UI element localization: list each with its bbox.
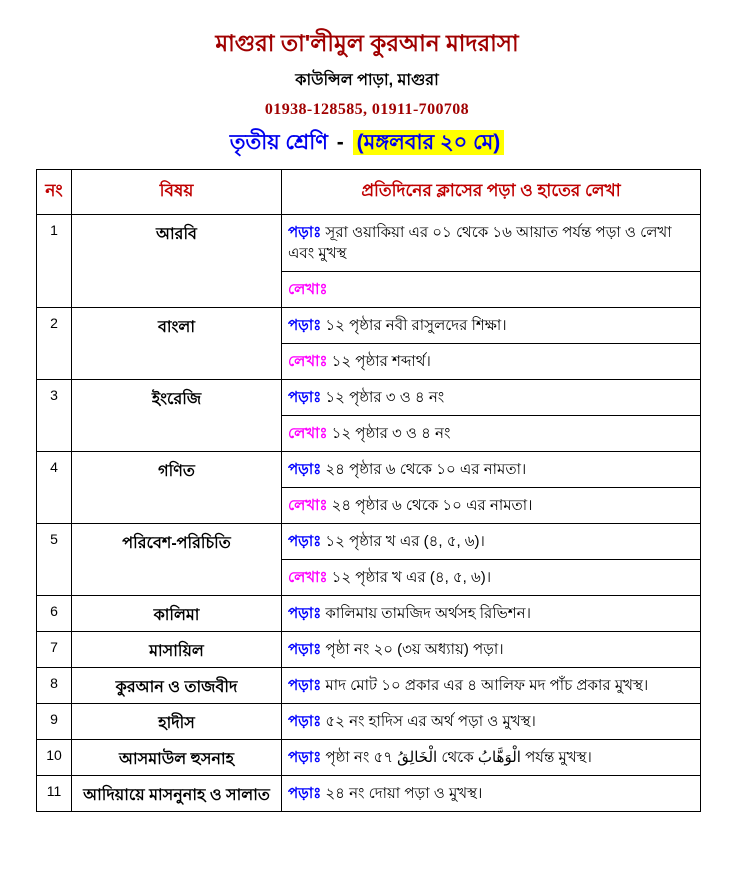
table-row bbox=[37, 380, 701, 416]
reading-text: ১২ পৃষ্ঠার খ এর (৪, ৫, ৬)। bbox=[325, 533, 485, 550]
table-row bbox=[37, 632, 701, 668]
subject-cell: আদিয়ায়ে মাসনুনাহ ও সালাত bbox=[72, 776, 282, 812]
serial-cell: 6 bbox=[37, 596, 72, 632]
reading-label: পড়াঃ bbox=[288, 224, 322, 241]
writing-label: লেখাঃ bbox=[288, 281, 328, 298]
writing-text: ১২ পৃষ্ঠার ৩ ও ৪ নং bbox=[331, 425, 451, 442]
serial-cell: 3 bbox=[37, 380, 72, 452]
school-address: কাউন্সিল পাড়া, মাগুরা bbox=[295, 72, 439, 89]
reading-text: ৫২ নং হাদিস এর অর্থ পড়া ও মুখস্থ। bbox=[325, 713, 536, 730]
subject-cell: মাসায়িল bbox=[72, 632, 282, 668]
reading-label: পড়াঃ bbox=[288, 533, 322, 550]
reading-label: পড়াঃ bbox=[288, 785, 322, 802]
writing-cell bbox=[282, 272, 701, 308]
col-header-serial: নং bbox=[37, 170, 72, 215]
reading-text: ১২ পৃষ্ঠার নবী রাসুলদের শিক্ষা। bbox=[325, 317, 507, 334]
reading-cell bbox=[282, 308, 701, 344]
table-row bbox=[37, 776, 701, 812]
serial-cell: 11 bbox=[37, 776, 72, 812]
writing-cell bbox=[282, 416, 701, 452]
reading-label: পড়াঃ bbox=[288, 749, 322, 766]
table-row bbox=[37, 668, 701, 704]
reading-cell bbox=[282, 740, 701, 776]
class-date-line bbox=[0, 128, 734, 158]
reading-text: ২৪ নং দোয়া পড়া ও মুখস্থ। bbox=[325, 785, 483, 802]
table-row bbox=[37, 215, 701, 272]
subject-cell: হাদীস bbox=[72, 704, 282, 740]
writing-text: ১২ পৃষ্ঠার শব্দার্থ। bbox=[331, 353, 431, 370]
reading-cell bbox=[282, 596, 701, 632]
reading-cell bbox=[282, 452, 701, 488]
reading-cell bbox=[282, 668, 701, 704]
reading-label: পড়াঃ bbox=[288, 641, 322, 658]
serial-cell: 5 bbox=[37, 524, 72, 596]
col-header-subject: বিষয় bbox=[72, 170, 282, 215]
subject-cell: বাংলা bbox=[72, 308, 282, 380]
reading-text: পৃষ্ঠা নং ২০ (৩য় অধ্যায়) পড়া। bbox=[325, 641, 504, 658]
class-name: তৃতীয় শ্রেণি bbox=[229, 131, 328, 154]
document-header bbox=[0, 0, 734, 158]
serial-cell: 8 bbox=[37, 668, 72, 704]
writing-label: লেখাঃ bbox=[288, 425, 328, 442]
writing-cell bbox=[282, 344, 701, 380]
table-row bbox=[37, 524, 701, 560]
writing-cell bbox=[282, 560, 701, 596]
table-row bbox=[37, 596, 701, 632]
separator-dash: - bbox=[336, 131, 344, 154]
lessons-table bbox=[36, 169, 701, 812]
serial-cell: 1 bbox=[37, 215, 72, 308]
table-row bbox=[37, 704, 701, 740]
reading-cell bbox=[282, 704, 701, 740]
subject-cell: ইংরেজি bbox=[72, 380, 282, 452]
reading-cell bbox=[282, 776, 701, 812]
reading-label: পড়াঃ bbox=[288, 713, 322, 730]
writing-text: ১২ পৃষ্ঠার খ এর (৪, ৫, ৬)। bbox=[331, 569, 492, 586]
serial-cell: 7 bbox=[37, 632, 72, 668]
subject-cell: পরিবেশ-পরিচিতি bbox=[72, 524, 282, 596]
writing-label: লেখাঃ bbox=[288, 569, 328, 586]
table-row bbox=[37, 740, 701, 776]
reading-text: পৃষ্ঠা নং ৫৭ الْخَالِقُ থেকে الْوَهَّابُ পর্যন্ত মুখস্থ। bbox=[325, 749, 592, 766]
reading-text: মাদ মোট ১০ প্রকার এর ৪ আলিফ মদ পাঁচ প্রকার মুখস্থ। bbox=[325, 677, 649, 694]
reading-label: পড়াঃ bbox=[288, 677, 322, 694]
reading-text: সূরা ওয়াকিয়া এর ০১ থেকে ১৬ আয়াত পর্যন্ত পড়া ও লেখা এবং মুখস্থ bbox=[288, 224, 672, 262]
col-header-lessons: প্রতিদিনের ক্লাসের পড়া ও হাতের লেখা bbox=[282, 170, 701, 215]
reading-label: পড়াঃ bbox=[288, 605, 322, 622]
subject-cell: গণিত bbox=[72, 452, 282, 524]
reading-label: পড়াঃ bbox=[288, 461, 322, 478]
reading-label: পড়াঃ bbox=[288, 389, 322, 406]
reading-cell bbox=[282, 215, 701, 272]
subject-cell: কালিমা bbox=[72, 596, 282, 632]
subject-cell: কুরআন ও তাজবীদ bbox=[72, 668, 282, 704]
table-row bbox=[37, 308, 701, 344]
subject-cell: আসমাউল হুসনাহ bbox=[72, 740, 282, 776]
writing-label: লেখাঃ bbox=[288, 497, 328, 514]
date-highlight: (মঙ্গলবার ২০ মে) bbox=[353, 130, 505, 155]
school-title: মাগুরা তা'লীমুল কুরআন মাদরাসা bbox=[215, 30, 519, 56]
writing-cell bbox=[282, 488, 701, 524]
subject-cell: আরবি bbox=[72, 215, 282, 308]
serial-cell: 10 bbox=[37, 740, 72, 776]
reading-cell bbox=[282, 632, 701, 668]
serial-cell: 2 bbox=[37, 308, 72, 380]
writing-label: লেখাঃ bbox=[288, 353, 328, 370]
phone-numbers: 01938-128585, 01911-700708 bbox=[264, 101, 470, 118]
reading-text: ২৪ পৃষ্ঠার ৬ থেকে ১০ এর নামতা। bbox=[325, 461, 527, 478]
table-row bbox=[37, 452, 701, 488]
serial-cell: 9 bbox=[37, 704, 72, 740]
reading-label: পড়াঃ bbox=[288, 317, 322, 334]
reading-cell bbox=[282, 524, 701, 560]
writing-text: ২৪ পৃষ্ঠার ৬ থেকে ১০ এর নামতা। bbox=[331, 497, 533, 514]
reading-text: কালিমায় তামজিদ অর্থসহ রিভিশন। bbox=[325, 605, 531, 622]
serial-cell: 4 bbox=[37, 452, 72, 524]
reading-text: ১২ পৃষ্ঠার ৩ ও ৪ নং bbox=[325, 389, 445, 406]
reading-cell bbox=[282, 380, 701, 416]
table-header-row bbox=[37, 170, 701, 215]
